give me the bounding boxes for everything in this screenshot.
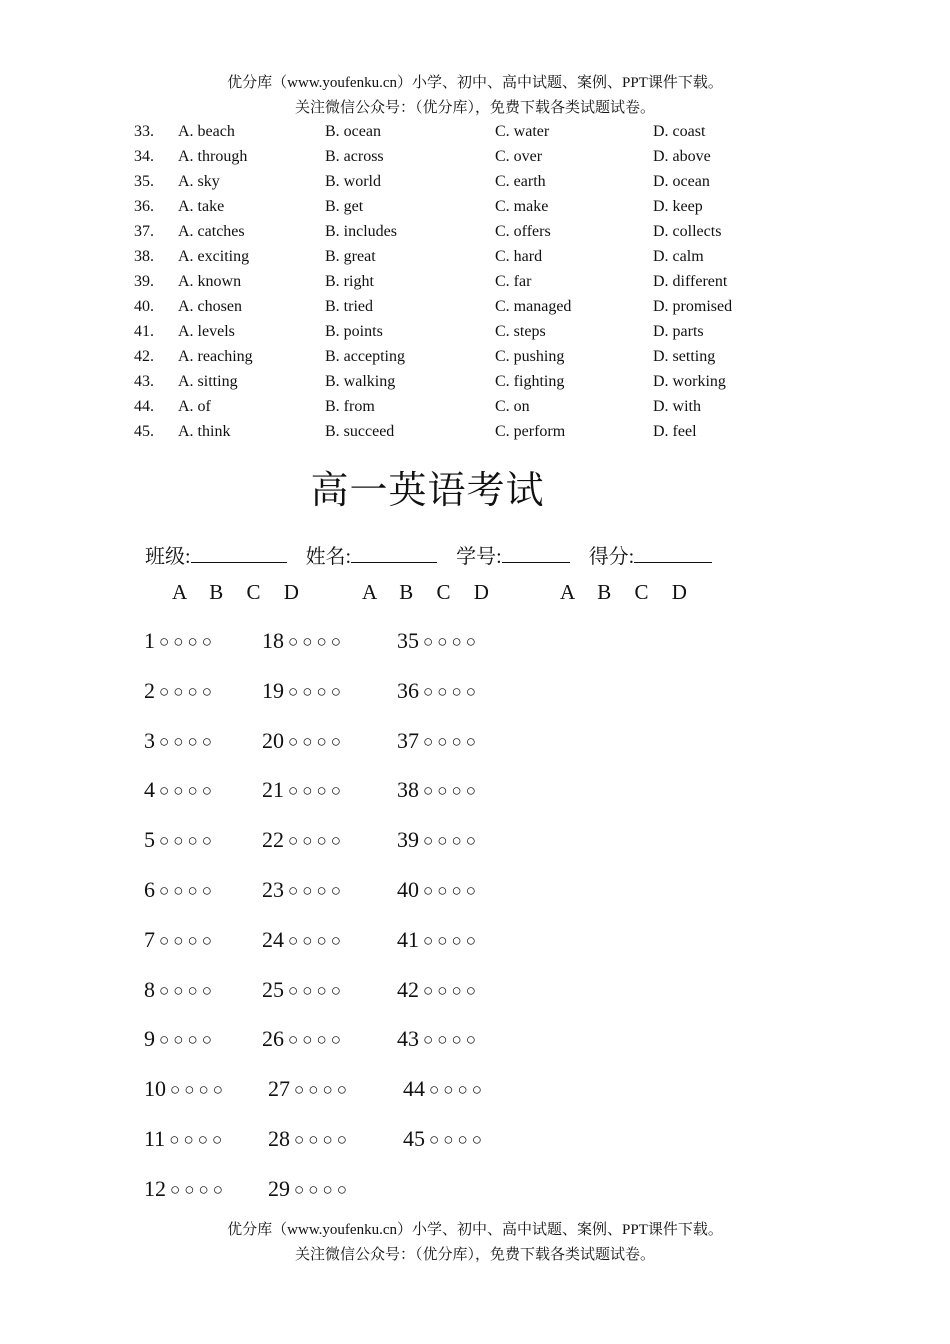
option-row	[0, 294, 950, 319]
answer-item[interactable]	[144, 725, 216, 758]
answer-number: 35	[397, 628, 419, 653]
class-field[interactable]	[145, 540, 287, 571]
answer-bubbles[interactable]: ○○○○	[288, 831, 346, 851]
answer-number: 8	[144, 976, 155, 1002]
answer-number: 24	[262, 926, 284, 952]
question-number: 40.	[134, 298, 154, 315]
answer-item[interactable]	[262, 1023, 345, 1056]
answer-item[interactable]	[144, 774, 216, 807]
answer-item[interactable]	[144, 675, 216, 708]
option-c: C. hard	[495, 248, 543, 265]
option-a: A. beach	[178, 123, 235, 140]
class-blank[interactable]	[191, 540, 287, 563]
score-label: 得分:	[588, 546, 635, 568]
answer-bubbles[interactable]: ○○○○	[170, 1080, 228, 1100]
answer-number: 1	[144, 628, 155, 653]
question-number: 35.	[134, 173, 154, 190]
answer-number: 29	[268, 1175, 290, 1201]
answer-item[interactable]	[262, 824, 345, 857]
answer-number: 45	[403, 1125, 425, 1151]
question-number: 37.	[134, 223, 154, 240]
option-row	[0, 119, 950, 144]
answer-number: 3	[144, 727, 155, 753]
option-a: A. think	[178, 423, 231, 440]
answer-number: 5	[144, 827, 155, 853]
option-d: D. promised	[653, 298, 733, 315]
option-row	[0, 394, 950, 419]
question-number: 41.	[134, 323, 154, 340]
answer-item[interactable]	[268, 1123, 351, 1156]
question-number: 44.	[134, 398, 154, 415]
option-d: D. different	[653, 273, 728, 290]
answer-item[interactable]	[144, 1123, 226, 1156]
answer-item[interactable]	[262, 625, 345, 658]
class-label: 班级:	[145, 546, 191, 568]
option-row	[0, 144, 950, 169]
answer-item[interactable]	[144, 625, 216, 658]
answer-bubbles[interactable]: ○○○○	[288, 980, 346, 1000]
option-b: B. succeed	[325, 423, 395, 440]
answer-number: 41	[397, 926, 419, 952]
option-c: C. fighting	[495, 373, 565, 390]
answer-number: 43	[397, 1026, 419, 1052]
question-number: 36.	[134, 198, 154, 215]
answer-bubbles[interactable]: ○○○○	[159, 831, 217, 851]
answer-row	[0, 974, 950, 1024]
answer-row	[0, 774, 950, 824]
answer-bubbles[interactable]: ○○○○	[423, 880, 481, 900]
answer-number: 11	[144, 1125, 166, 1151]
option-a: A. sky	[178, 173, 220, 190]
answer-bubbles[interactable]: ○○○○	[159, 681, 217, 701]
answer-bubbles[interactable]: ○○○○	[294, 1129, 352, 1149]
option-d: D. above	[653, 148, 711, 165]
id-blank[interactable]	[502, 540, 570, 563]
id-label: 学号:	[456, 546, 502, 568]
answer-number: 6	[144, 876, 155, 902]
answer-item[interactable]	[403, 1123, 486, 1156]
answer-bubbles[interactable]: ○○○○	[288, 1030, 346, 1050]
answer-item[interactable]	[144, 824, 216, 857]
answer-bubbles[interactable]: ○○○○	[159, 781, 217, 801]
answer-row	[0, 1173, 950, 1223]
answer-row	[0, 675, 950, 725]
answer-bubbles[interactable]: ○○○○	[288, 731, 346, 751]
answer-item[interactable]	[397, 675, 480, 708]
answer-item[interactable]	[397, 625, 480, 658]
option-row	[0, 419, 950, 444]
answer-bubbles[interactable]: ○○○○	[159, 731, 217, 751]
answer-item[interactable]	[262, 924, 345, 957]
option-b: B. ocean	[325, 123, 381, 140]
answer-bubbles[interactable]: ○○○○	[423, 781, 481, 801]
answer-number: 22	[262, 827, 284, 853]
answer-item[interactable]	[262, 774, 345, 807]
option-c: C. earth	[495, 173, 546, 190]
option-a: A. levels	[178, 323, 235, 340]
answer-bubbles[interactable]: ○○○○	[170, 1179, 228, 1199]
answer-item[interactable]	[397, 924, 480, 957]
id-field[interactable]	[456, 540, 570, 571]
answer-item[interactable]	[262, 974, 345, 1007]
answer-item[interactable]	[268, 1073, 351, 1106]
answer-number: 9	[144, 1026, 155, 1052]
option-c: C. water	[495, 123, 550, 140]
answer-item[interactable]	[262, 874, 345, 907]
answer-row	[0, 625, 950, 675]
answer-number: 39	[397, 827, 419, 853]
option-a: A. catches	[178, 223, 245, 240]
answer-number: 10	[144, 1076, 166, 1102]
answer-number: 42	[397, 976, 419, 1002]
footer-line-1: 优分库（www.youfenku.cn）小学、初中、高中试题、案例、PPT课件下载。	[227, 1222, 723, 1238]
answer-bubbles[interactable]: ○○○○	[288, 632, 346, 651]
option-d: D. coast	[653, 123, 706, 140]
option-a: A. known	[178, 273, 242, 290]
answer-bubbles[interactable]: ○○○○	[423, 731, 481, 751]
answer-item[interactable]	[144, 1173, 227, 1206]
option-d: D. ocean	[653, 173, 710, 190]
answer-item[interactable]	[403, 1073, 486, 1106]
answer-number: 4	[144, 777, 155, 803]
answer-item[interactable]	[144, 1073, 227, 1106]
answer-item[interactable]	[397, 974, 480, 1007]
option-d: D. keep	[653, 198, 703, 215]
answer-number: 36	[397, 677, 419, 703]
answer-row	[0, 824, 950, 874]
answer-number: 20	[262, 727, 284, 753]
answer-number: 25	[262, 976, 284, 1002]
option-b: B. from	[325, 398, 375, 415]
answer-bubbles[interactable]: ○○○○	[159, 1030, 217, 1050]
answer-number: 19	[262, 677, 284, 703]
answer-bubbles[interactable]: ○○○○	[288, 930, 346, 950]
option-c: C. offers	[495, 223, 551, 240]
answer-number: 21	[262, 777, 284, 803]
header-line-2: 关注微信公众号：（优分库），免费下载各类试题试卷。	[294, 100, 655, 116]
header-line-1: 优分库（www.youfenku.cn）小学、初中、高中试题、案例、PPT课件下载。	[227, 75, 723, 91]
option-d: D. parts	[653, 323, 704, 340]
option-b: B. includes	[325, 223, 397, 240]
answer-row	[0, 874, 950, 924]
option-d: D. collects	[653, 223, 722, 240]
answer-row	[0, 1123, 950, 1173]
answer-item[interactable]	[268, 1173, 351, 1206]
answer-item[interactable]	[397, 725, 480, 758]
option-b: B. across	[325, 148, 384, 165]
answer-bubbles[interactable]: ○○○○	[169, 1129, 227, 1149]
option-d: D. feel	[653, 423, 697, 440]
option-b: B. right	[325, 273, 374, 290]
option-row	[0, 219, 950, 244]
option-b: B. accepting	[325, 348, 405, 365]
options-list	[0, 119, 950, 444]
answer-number: 44	[403, 1076, 425, 1102]
option-b: B. points	[325, 323, 383, 340]
answer-bubbles[interactable]: ○○○○	[294, 1179, 352, 1199]
option-row	[0, 344, 950, 369]
option-b: B. great	[325, 248, 376, 265]
answer-item[interactable]	[397, 774, 480, 807]
option-row	[0, 244, 950, 269]
option-row	[0, 194, 950, 219]
student-info	[145, 540, 726, 571]
answer-bubbles[interactable]: ○○○○	[294, 1080, 352, 1100]
option-row	[0, 319, 950, 344]
name-label: 姓名:	[305, 546, 352, 568]
answer-number: 26	[262, 1026, 284, 1052]
option-row	[0, 269, 950, 294]
answer-number: 37	[397, 727, 419, 753]
option-b: B. world	[325, 173, 381, 190]
answer-item[interactable]	[397, 874, 480, 907]
question-number: 45.	[134, 423, 154, 440]
score-field[interactable]	[589, 540, 713, 571]
answer-number: 7	[144, 926, 155, 952]
answer-item[interactable]	[144, 974, 216, 1007]
option-c: C. make	[495, 198, 549, 215]
question-number: 43.	[134, 373, 154, 390]
option-a: A. through	[178, 148, 248, 165]
page-title: 高一英语考试	[310, 470, 545, 512]
answer-bubbles[interactable]: ○○○○	[429, 1129, 487, 1149]
choice-header-2: A B C D	[362, 580, 498, 604]
option-b: B. walking	[325, 373, 396, 390]
option-a: A. exciting	[178, 248, 250, 265]
answer-row	[0, 1073, 950, 1123]
answer-bubbles[interactable]: ○○○○	[423, 831, 481, 851]
answer-number: 2	[144, 677, 155, 703]
answer-bubbles[interactable]: ○○○○	[423, 930, 481, 950]
option-c: C. managed	[495, 298, 572, 315]
question-number: 38.	[134, 248, 154, 265]
answer-sheet	[0, 625, 950, 1223]
option-c: C. far	[495, 273, 532, 290]
question-number: 42.	[134, 348, 154, 365]
answer-number: 40	[397, 876, 419, 902]
option-b: B. tried	[325, 298, 373, 315]
answer-number: 12	[144, 1175, 166, 1201]
answer-row	[0, 725, 950, 775]
option-a: A. of	[178, 398, 211, 415]
option-c: C. pushing	[495, 348, 565, 365]
option-a: A. reaching	[178, 348, 253, 365]
answer-item[interactable]	[262, 725, 345, 758]
name-blank[interactable]	[351, 540, 437, 563]
answer-row	[0, 924, 950, 974]
option-c: C. over	[495, 148, 543, 165]
option-b: B. get	[325, 198, 364, 215]
answer-number: 18	[262, 628, 284, 653]
answer-bubbles[interactable]: ○○○○	[288, 880, 346, 900]
option-a: A. take	[178, 198, 225, 215]
answer-item[interactable]	[144, 1023, 216, 1056]
question-number: 39.	[134, 273, 154, 290]
answer-bubbles[interactable]: ○○○○	[159, 880, 217, 900]
answer-bubbles[interactable]: ○○○○	[159, 980, 217, 1000]
name-field[interactable]	[306, 540, 438, 571]
answer-row	[0, 1023, 950, 1073]
footer-line-2: 关注微信公众号：（优分库），免费下载各类试题试卷。	[294, 1247, 655, 1263]
answer-bubbles[interactable]: ○○○○	[288, 681, 346, 701]
answer-bubbles[interactable]: ○○○○	[423, 632, 481, 651]
option-d: D. working	[653, 373, 726, 390]
option-c: C. steps	[495, 323, 546, 340]
option-d: D. with	[653, 398, 701, 415]
answer-number: 23	[262, 876, 284, 902]
answer-bubbles[interactable]: ○○○○	[159, 632, 217, 651]
option-row	[0, 369, 950, 394]
option-a: A. sitting	[178, 373, 238, 390]
option-c: C. on	[495, 398, 530, 415]
answer-item[interactable]	[397, 824, 480, 857]
option-d: D. calm	[653, 248, 704, 265]
score-blank[interactable]	[634, 540, 712, 563]
answer-number: 38	[397, 777, 419, 803]
choice-header-1: A B C D	[172, 580, 308, 604]
option-a: A. chosen	[178, 298, 242, 315]
choice-header-3: A B C D	[560, 580, 696, 604]
answer-bubbles[interactable]: ○○○○	[288, 781, 346, 801]
answer-bubbles[interactable]: ○○○○	[423, 1030, 481, 1050]
option-d: D. setting	[653, 348, 716, 365]
answer-bubbles[interactable]: ○○○○	[423, 980, 481, 1000]
answer-bubbles[interactable]: ○○○○	[429, 1080, 487, 1100]
answer-item[interactable]	[262, 675, 345, 708]
answer-number: 27	[268, 1076, 290, 1102]
option-c: C. perform	[495, 423, 566, 440]
answer-bubbles[interactable]: ○○○○	[159, 930, 217, 950]
question-number: 34.	[134, 148, 154, 165]
answer-item[interactable]	[144, 874, 216, 907]
answer-bubbles[interactable]: ○○○○	[423, 681, 481, 701]
answer-item[interactable]	[397, 1023, 480, 1056]
answer-item[interactable]	[144, 924, 216, 957]
option-row	[0, 169, 950, 194]
question-number: 33.	[134, 123, 154, 140]
answer-number: 28	[268, 1125, 290, 1151]
